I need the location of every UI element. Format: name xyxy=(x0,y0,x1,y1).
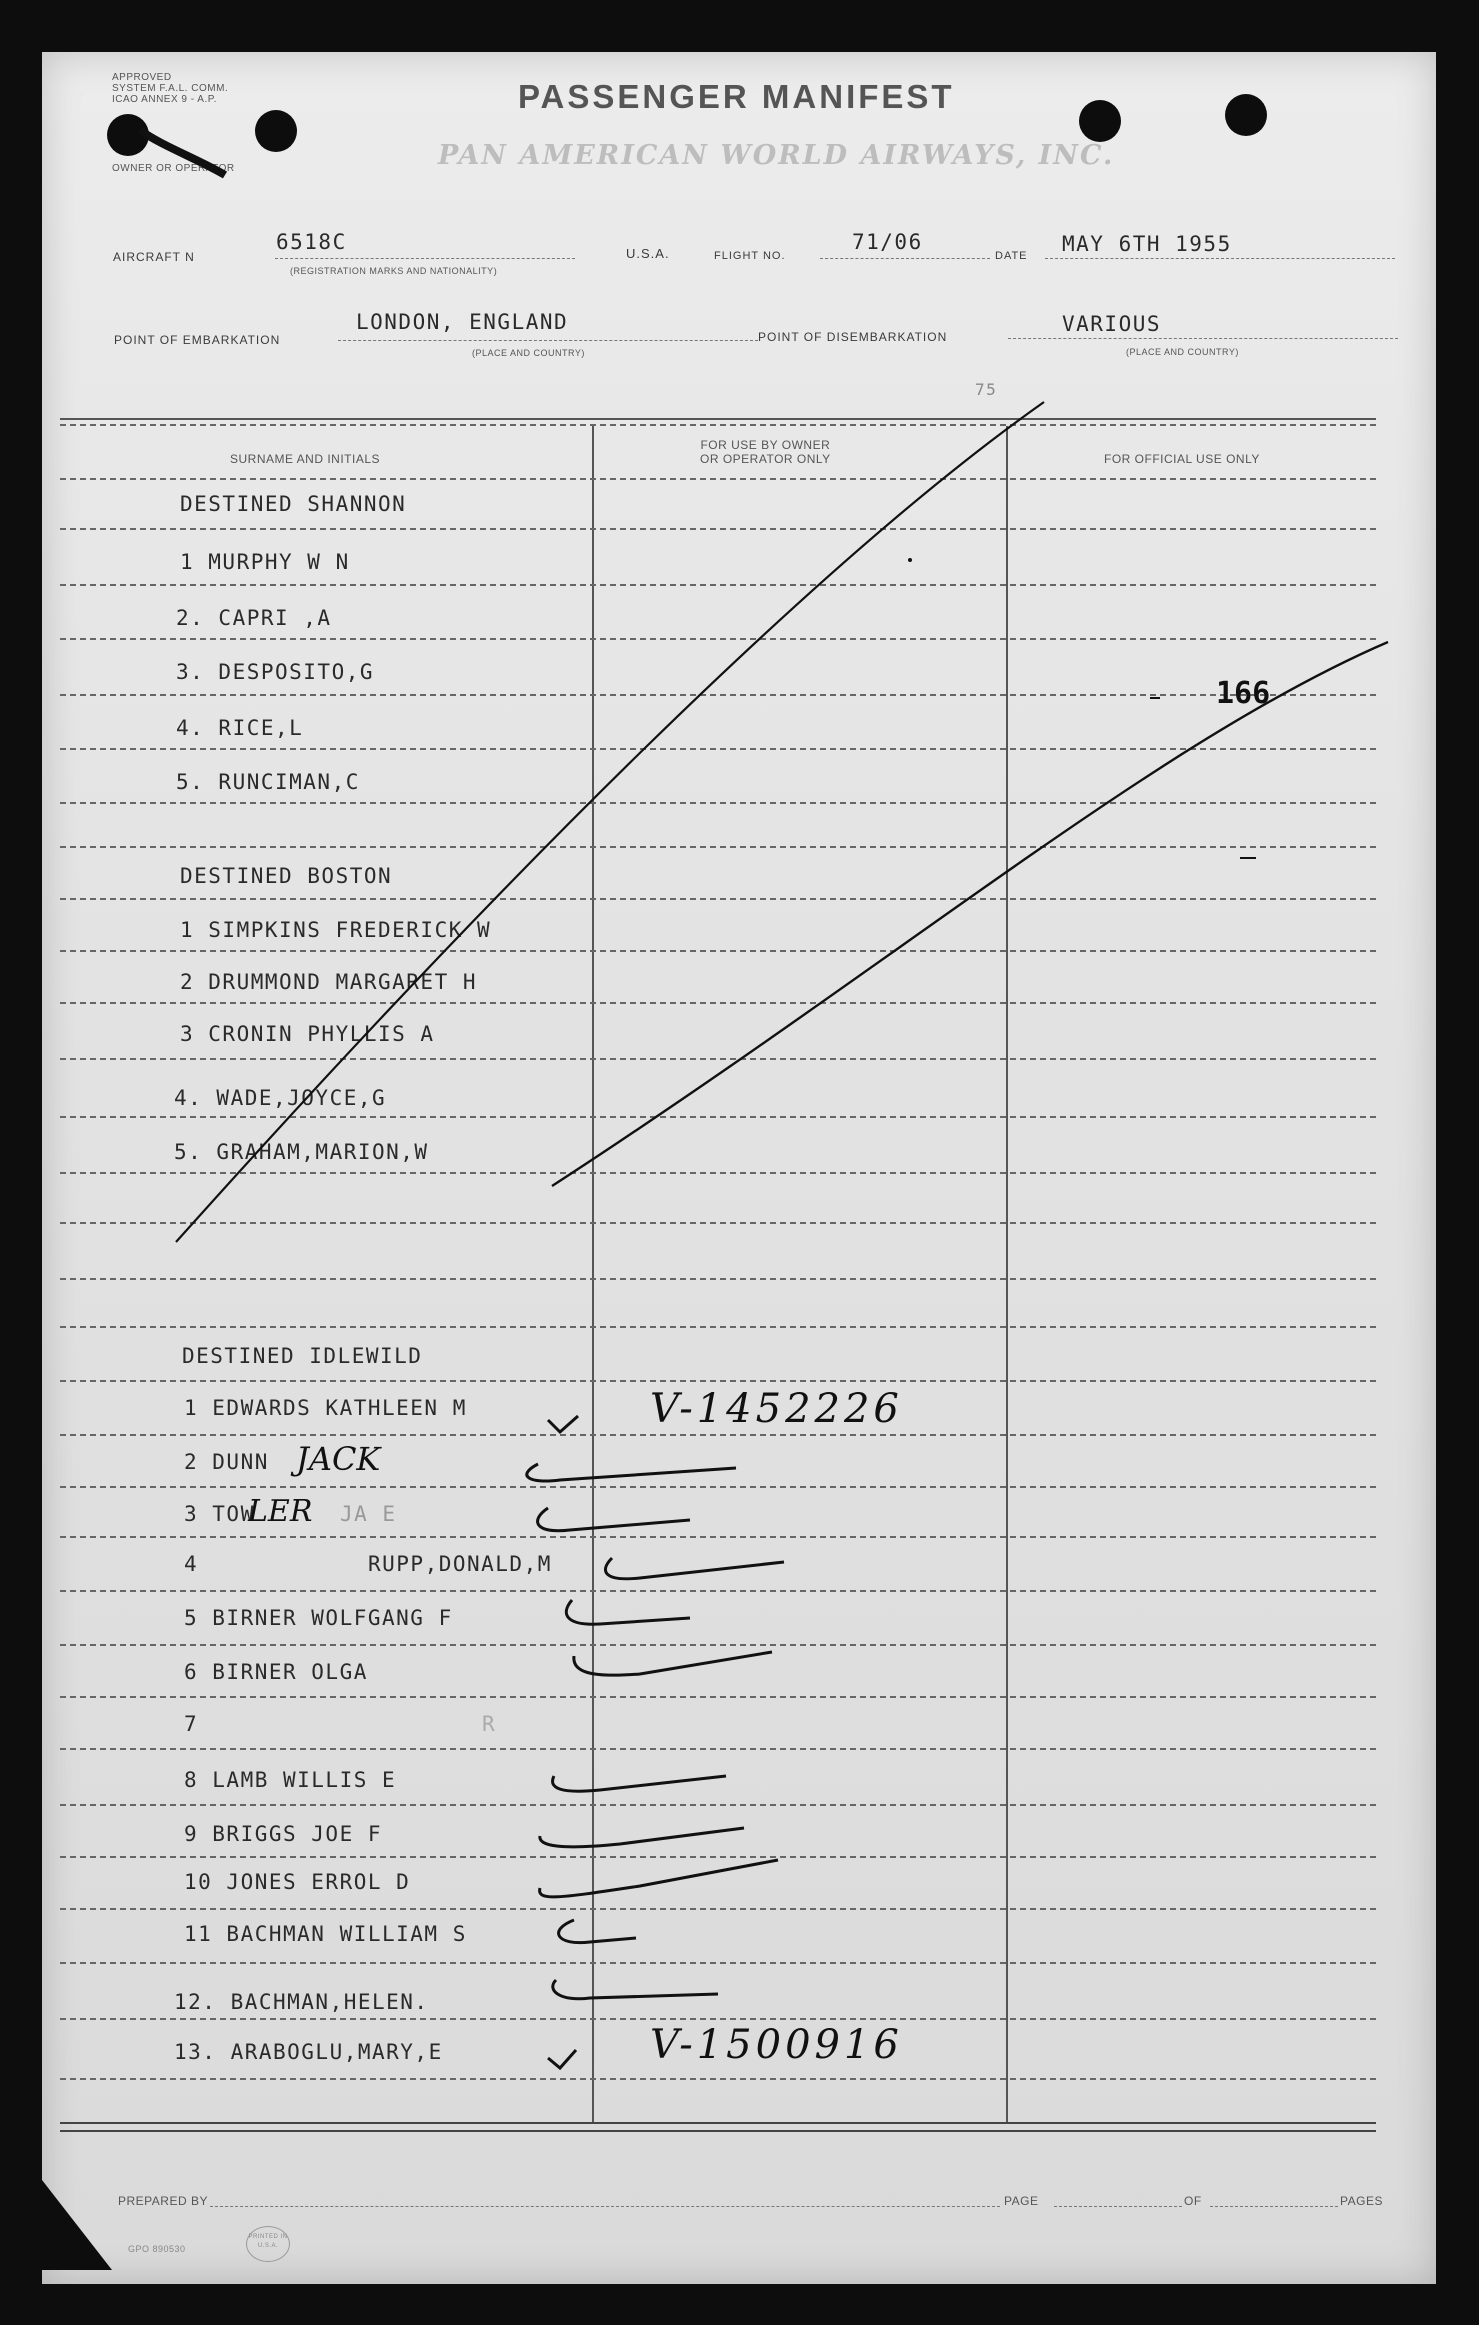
tick-stroke xyxy=(559,1920,636,1943)
approval-line: APPROVED xyxy=(112,72,172,83)
embark-label: POINT OF EMBARKATION xyxy=(114,333,281,347)
passenger-row: 1 EDWARDS KATHLEEN M xyxy=(184,1396,467,1420)
passenger-row: 12. BACHMAN,HELEN. xyxy=(174,1990,429,2014)
tick-stroke xyxy=(553,1980,718,1999)
table-bottom-rule xyxy=(60,2130,1376,2132)
passenger-row: 13. ARABOGLU,MARY,E xyxy=(174,2040,443,2064)
passenger-row: 1 MURPHY W N xyxy=(180,550,350,574)
passenger-row: 5. RUNCIMAN,C xyxy=(176,770,360,794)
col-owner-header-line: FOR USE BY OWNER xyxy=(700,438,831,452)
col-owner-header-line: OR OPERATOR ONLY xyxy=(700,452,831,466)
airline-name: PAN AMERICAN WORLD AIRWAYS, INC. xyxy=(438,140,1115,171)
passenger-row: 2 DUNN xyxy=(184,1450,269,1474)
tick-stroke xyxy=(527,1464,736,1481)
check-mark xyxy=(548,1416,578,1432)
passenger-row: 1 SIMPKINS FREDERICK W xyxy=(180,918,492,942)
owner-label: OWNER OR OPERATOR xyxy=(112,163,235,174)
passenger-row: 5 BIRNER WOLFGANG F xyxy=(184,1606,453,1630)
ink-smudge xyxy=(140,130,225,175)
aircraft-note: (REGISTRATION MARKS AND NATIONALITY) xyxy=(290,266,498,276)
print-code: GPO 890530 xyxy=(128,2244,186,2254)
prepared-by-underline xyxy=(210,2206,1000,2207)
col-official-header: FOR OFFICIAL USE ONLY xyxy=(1104,452,1260,466)
passenger-row: 2 DRUMMOND MARGARET H xyxy=(180,970,478,994)
date-value: MAY 6TH 1955 xyxy=(1062,232,1232,256)
tick-stroke xyxy=(574,1652,772,1675)
cancel-stroke xyxy=(176,402,1044,1242)
tick-stroke xyxy=(540,1828,744,1847)
visa-number: V-1500916 xyxy=(650,2022,903,2068)
group-heading-idlewild: DESTINED IDLEWILD xyxy=(182,1344,423,1368)
approval-line: SYSTEM F.A.L. COMM. xyxy=(112,83,229,94)
passenger-row: 8 LAMB WILLIS E xyxy=(184,1768,397,1792)
tick-stroke xyxy=(553,1776,726,1791)
passenger-row: 7 xyxy=(184,1712,199,1736)
passenger-row: 4. WADE,JOYCE,G xyxy=(174,1086,387,1110)
passenger-row: 3. DESPOSITO,G xyxy=(176,660,375,684)
page-underline xyxy=(1054,2206,1182,2207)
embark-value: LONDON, ENGLAND xyxy=(356,310,569,334)
tick-stroke xyxy=(566,1600,690,1624)
handwritten-first-name: JACK xyxy=(296,1440,381,1478)
official-number: 166 xyxy=(1216,676,1271,711)
printed-stamp: PRINTED IN U.S.A. xyxy=(246,2226,290,2262)
stray-mark: 75 xyxy=(975,380,998,399)
passenger-row: 3 CRONIN PHYLLIS A xyxy=(180,1022,435,1046)
passenger-row: 9 BRIGGS JOE F xyxy=(184,1822,383,1846)
check-mark xyxy=(548,2050,576,2068)
aircraft-label: AIRCRAFT N xyxy=(113,250,195,264)
table-bottom-rule xyxy=(60,2122,1376,2124)
faint-typed-fragment: R xyxy=(482,1712,497,1736)
of-label: OF xyxy=(1184,2194,1202,2208)
cancel-stroke xyxy=(552,642,1388,1186)
passenger-row: 6 BIRNER OLGA xyxy=(184,1660,368,1684)
tick-stroke xyxy=(605,1558,784,1579)
visa-number: V-1452226 xyxy=(650,1386,903,1432)
passenger-row: 3 TOW xyxy=(184,1502,255,1526)
nationality: U.S.A. xyxy=(626,246,670,261)
disembark-note: (PLACE AND COUNTRY) xyxy=(1126,347,1239,357)
passenger-row: 2. CAPRI ,A xyxy=(176,606,332,630)
page-title: PASSENGER MANIFEST xyxy=(518,78,955,115)
pages-label: PAGES xyxy=(1340,2194,1383,2208)
disembark-value: VARIOUS xyxy=(1062,312,1162,336)
ink-dot xyxy=(908,558,912,562)
passenger-row: 11 BACHMAN WILLIAM S xyxy=(184,1922,467,1946)
col-surname-header: SURNAME AND INITIALS xyxy=(230,452,381,466)
disembark-label: POINT OF DISEMBARKATION xyxy=(758,330,948,344)
flight-value: 71/06 xyxy=(852,230,923,254)
aircraft-value: 6518C xyxy=(276,230,347,254)
group-heading-boston: DESTINED BOSTON xyxy=(180,864,393,888)
date-label: DATE xyxy=(995,250,1028,262)
passenger-row: 10 JONES ERROL D xyxy=(184,1870,411,1894)
faint-typed-fragment: JA E xyxy=(340,1502,397,1526)
approval-line: ICAO ANNEX 9 - A.P. xyxy=(112,94,217,105)
group-heading-shannon: DESTINED SHANNON xyxy=(180,492,407,516)
flight-label: FLIGHT NO. xyxy=(714,250,786,262)
passenger-row-rupp: RUPP,DONALD,M xyxy=(368,1552,552,1576)
handwritten-name-suffix: LER xyxy=(248,1494,313,1529)
tick-stroke xyxy=(538,1508,690,1531)
passenger-row: 5. GRAHAM,MARION,W xyxy=(174,1140,429,1164)
of-underline xyxy=(1210,2206,1338,2207)
page-label: PAGE xyxy=(1004,2194,1039,2208)
embark-note: (PLACE AND COUNTRY) xyxy=(472,348,585,358)
passenger-row: 4. RICE,L xyxy=(176,716,304,740)
tick-stroke xyxy=(540,1860,778,1897)
prepared-by-label: PREPARED BY xyxy=(118,2194,208,2208)
passenger-row: 4 xyxy=(184,1552,199,1576)
